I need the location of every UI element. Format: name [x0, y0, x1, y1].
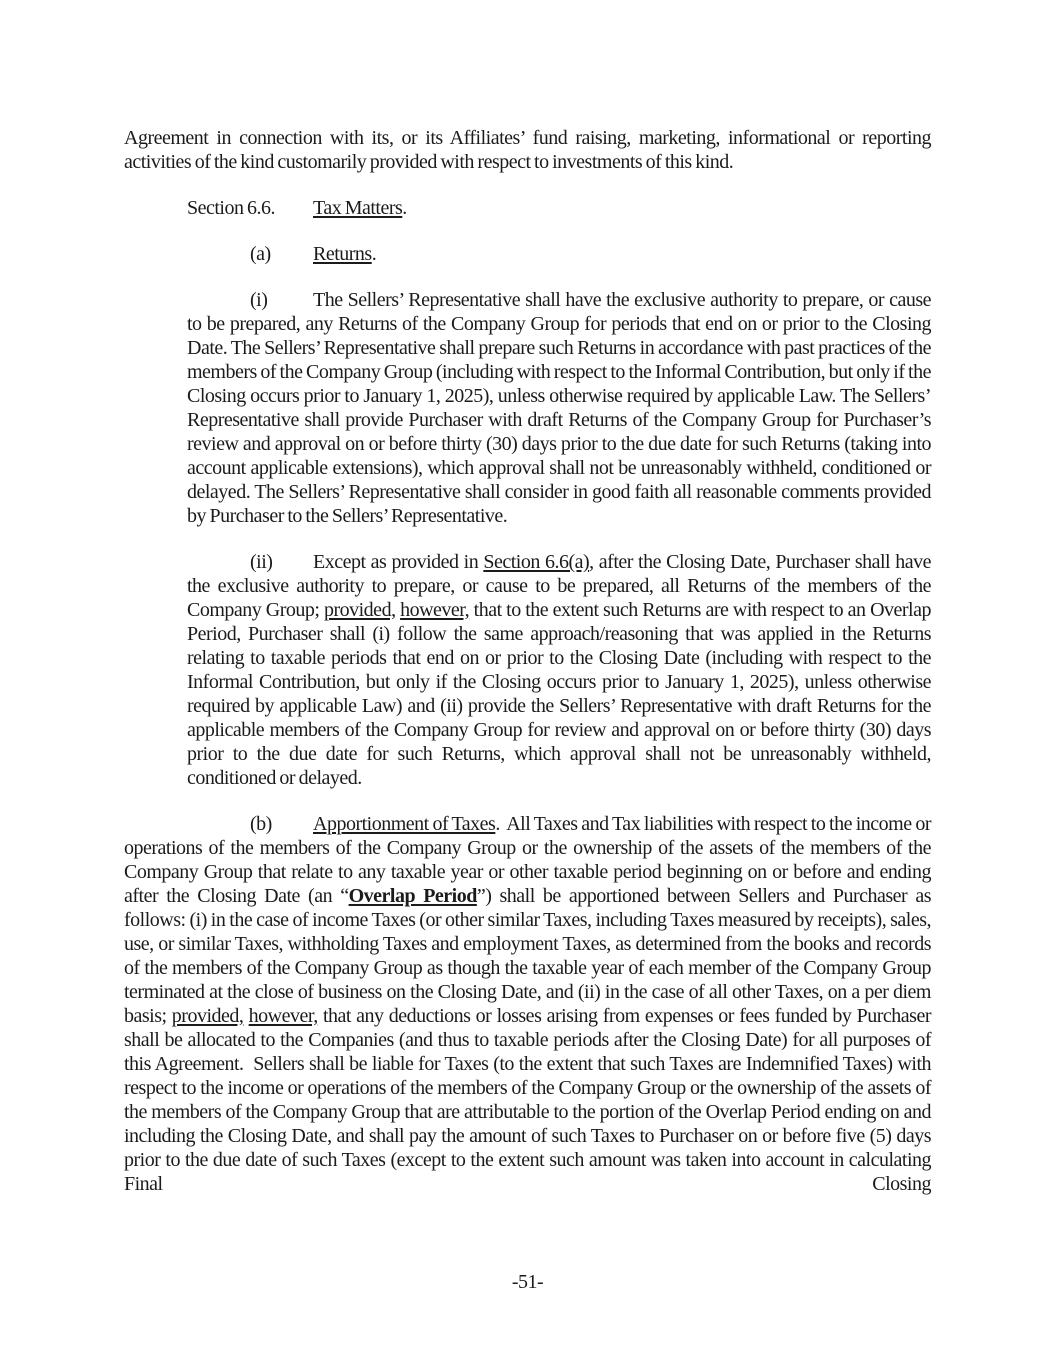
clause-i-paragraph	[187, 288, 931, 528]
continuation-paragraph: Agreement in connection with its, or its Affiliates’ fund raising, marketing, informational or reporting activities of the kind customarily provided with respect to investments of this kind.	[124, 127, 931, 173]
clause-i-text: The Sellers’ Representative shall have the exclusive authority to prepare, or cause to be prepared, any Returns of the Company Group for periods that end on or prior to the Closing Date. The Sellers’ Representative shall prepare such Returns in accordance with past practices of the members of the Company Group (including with respect to the Informal Contribution, but only if the Closing occurs prior to January 1, 2025), unless otherwise required by applicable Law. The Sellers’ Representative shall provide Purchaser with draft Returns of the Company Group for Purchaser’s review and approval on or before thirty (30) days prior to the due date for such Returns (taking into account applicable extensions), which approval shall not be unreasonably withheld, conditioned or delayed. The Sellers’ Representative shall consider in good faith all reasonable comments provided by Purchaser to the Sellers’ Representative.	[187, 289, 931, 527]
subsection-b-paragraph	[124, 812, 931, 1196]
subsection-a-heading	[250, 242, 931, 266]
clause-ii-text: Except as provided in Section 6.6(a), after the Closing Date, Purchaser shall have the exclusive authority to prepare, or cause to be prepared, all Returns of the members of the Company Group; provided, however, that to the extent such Returns are with respect to an Overlap Period, Purchaser shall (i) follow the same approach/reasoning that was applied in the Returns relating to taxable periods that end on or prior to the Closing Date (including with respect to the Informal Contribution, but only if the Closing occurs prior to January 1, 2025), unless otherwise required by applicable Law) and (ii) provide the Sellers’ Representative with draft Returns for the applicable members of the Company Group for review and approval on or before thirty (30) days prior to the due date for such Returns, which approval shall not be unreasonably withheld, conditioned or delayed.	[187, 551, 931, 789]
section-number-label: Section 6.6.	[187, 197, 275, 219]
subsection-a-title: Returns.	[313, 243, 377, 265]
clause-ii-label: (ii)	[250, 551, 273, 573]
subsection-b-label: (b)	[250, 813, 272, 835]
clause-ii-paragraph	[187, 550, 931, 790]
page-number: -51-	[511, 1271, 544, 1293]
section-6-6-heading	[187, 196, 931, 220]
section-title: Tax Matters.	[313, 197, 407, 219]
subsection-a-label: (a)	[250, 243, 271, 265]
clause-i-label: (i)	[250, 289, 268, 311]
subsection-b-text: Apportionment of Taxes. All Taxes and Tax liabilities with respect to the income or operations of the members of the Company Group or the ownership of the assets of the members of the Company Group that relate to any taxable year or other taxable period beginning on or before and ending after the Closing Date (an “Overlap Period”) shall be apportioned between Sellers and Purchaser as follows: (i) in the case of income Taxes (or other similar Taxes, including Taxes measured by receipts), sales, use, or similar Taxes, withholding Taxes and employment Taxes, as determined from the books and records of the members of the Company Group as though the taxable year of each member of the Company Group terminated at the close of business on the Closing Date, and (ii) in the case of all other Taxes, on a per diem basis; provided, however, that any deductions or losses arising from expenses or fees funded by Purchaser shall be allocated to the Companies (and thus to taxable periods after the Closing Date) for all purposes of this Agreement. Sellers shall be liable for Taxes (to the extent that such Taxes are Indemnified Taxes) with respect to the income or operations of the members of the Company Group or the ownership of the assets of the members of the Company Group that are attributable to the portion of the Overlap Period ending on and including the Closing Date, and shall pay the amount of such Taxes to Purchaser on or before five (5) days prior to the due date of such Taxes (except to the extent such amount was taken into account in calculating Final Closing	[124, 813, 931, 1195]
